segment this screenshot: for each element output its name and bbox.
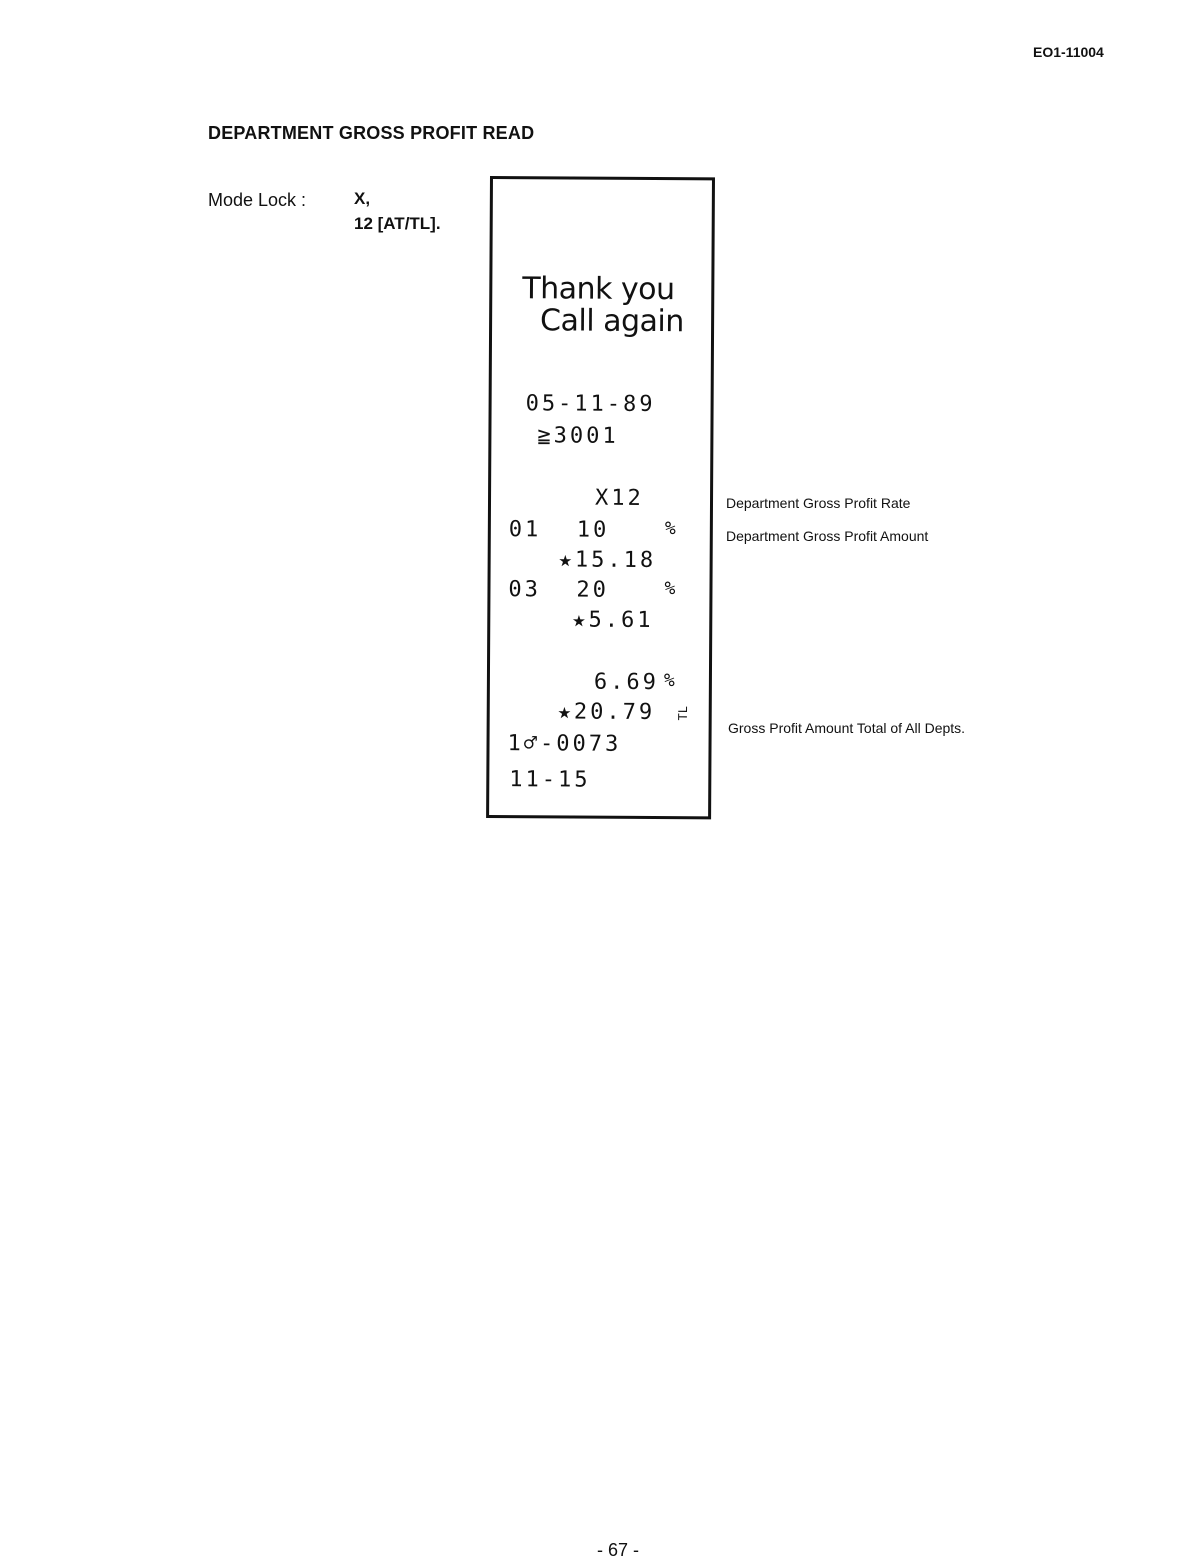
receipt-dept2-percent: % [664, 578, 679, 600]
mode-lock-keys: 12 [AT/TL]. [354, 214, 441, 233]
receipt-dept1-number: 01 [508, 517, 542, 543]
receipt-dept2-number: 03 [508, 577, 542, 603]
receipt-thank-you: Thank you [522, 271, 675, 308]
receipt-total-rate: 6.69 [593, 669, 659, 696]
receipt-time: 11-15 [509, 767, 591, 793]
receipt-date: 05-11-89 [525, 391, 656, 418]
mode-lock-value: X, [354, 189, 371, 208]
annotation-gross-profit-total: Gross Profit Amount Total of All Depts. [728, 720, 966, 736]
receipt-dept1-amount: ★15.18 [558, 547, 657, 574]
receipt-dept2-amount: ★5.61 [572, 607, 654, 634]
document-id: EO1-11004 [1033, 44, 1104, 60]
page-number: - 67 - [597, 1540, 640, 1560]
receipt-dept1-percent: % [664, 518, 679, 540]
receipt-call-again: Call again [540, 303, 684, 340]
receipt-printout [486, 176, 715, 819]
receipt-consecutive-number: 1♂-0073 [507, 731, 622, 757]
receipt-total-percent: % [663, 670, 678, 692]
receipt-total-symbol: TL [675, 705, 690, 721]
receipt-report-code: X12 [594, 485, 644, 511]
mode-lock-label: Mode Lock : [208, 190, 307, 210]
receipt-store-number: ≧3001 [537, 423, 619, 449]
receipt-total-amount: ★20.79 [557, 699, 656, 726]
annotation-gross-profit-rate: Department Gross Profit Rate [726, 495, 911, 511]
receipt-dept1-rate: 10 [576, 517, 610, 543]
page-title: DEPARTMENT GROSS PROFIT READ [208, 123, 535, 143]
annotation-gross-profit-amount: Department Gross Profit Amount [726, 528, 929, 544]
receipt-dept2-rate: 20 [576, 577, 610, 603]
